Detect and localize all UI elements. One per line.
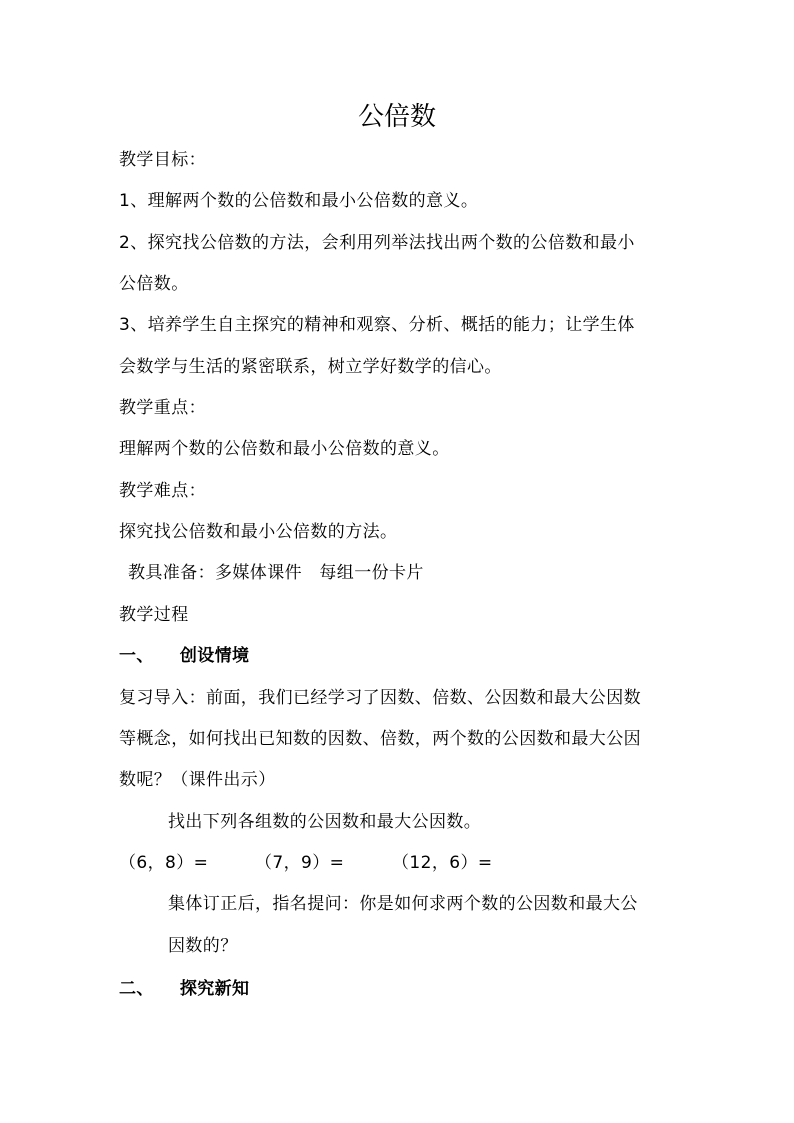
document-title: 公倍数 [357,102,436,132]
keypoint-text: 理解两个数的公倍数和最小公倍数的意义。 [119,439,450,459]
teaching-tools: 教具准备：多媒体课件 每组一份卡片 [128,563,424,583]
process-heading: 教学过程 [119,605,189,625]
goals-heading: 教学目标： [119,150,206,170]
goal-item-3-line-2: 会数学与生活的紧密联系，树立学好数学的信心。 [119,357,502,377]
review-line-3: 数呢？（课件出示） [119,770,276,790]
exercise-task: 找出下列各组数的公因数和最大公因数。 [168,812,482,832]
exercise-3: （12，6）= [392,853,493,873]
goal-item-2-line-1: 2、探究找公倍数的方法，会利用列举法找出两个数的公倍数和最小 [119,233,635,253]
question-line-2: 因数的？ [168,936,238,956]
keypoint-heading: 教学重点： [119,398,206,418]
difficulty-heading: 教学难点： [119,481,206,501]
review-line-2: 等概念，如何找出已知数的因数、倍数，两个数的公因数和最大公因 [119,729,641,749]
exercise-1: （6，8）= [119,853,209,873]
goal-item-2-line-2: 公倍数。 [119,274,189,294]
difficulty-text: 探究找公倍数和最小公倍数的方法。 [119,522,398,542]
section-1-title: 创设情境 [179,646,250,666]
section-2-title: 探究新知 [179,979,250,999]
exercise-2: （7，9）= [255,853,345,873]
goal-item-1: 1、理解两个数的公倍数和最小公倍数的意义。 [119,191,479,211]
question-line-1: 集体订正后，指名提问：你是如何求两个数的公因数和最大公 [168,894,638,914]
section-2-number: 二、 [119,979,154,999]
section-1-heading [119,644,249,668]
section-2-heading [119,977,249,1001]
review-line-1: 复习导入：前面，我们已经学习了因数、倍数、公因数和最大公因数 [119,688,641,708]
goal-item-3-line-1: 3、培养学生自主探究的精神和观察、分析、概括的能力；让学生体 [119,315,635,335]
section-1-number: 一、 [119,646,154,666]
